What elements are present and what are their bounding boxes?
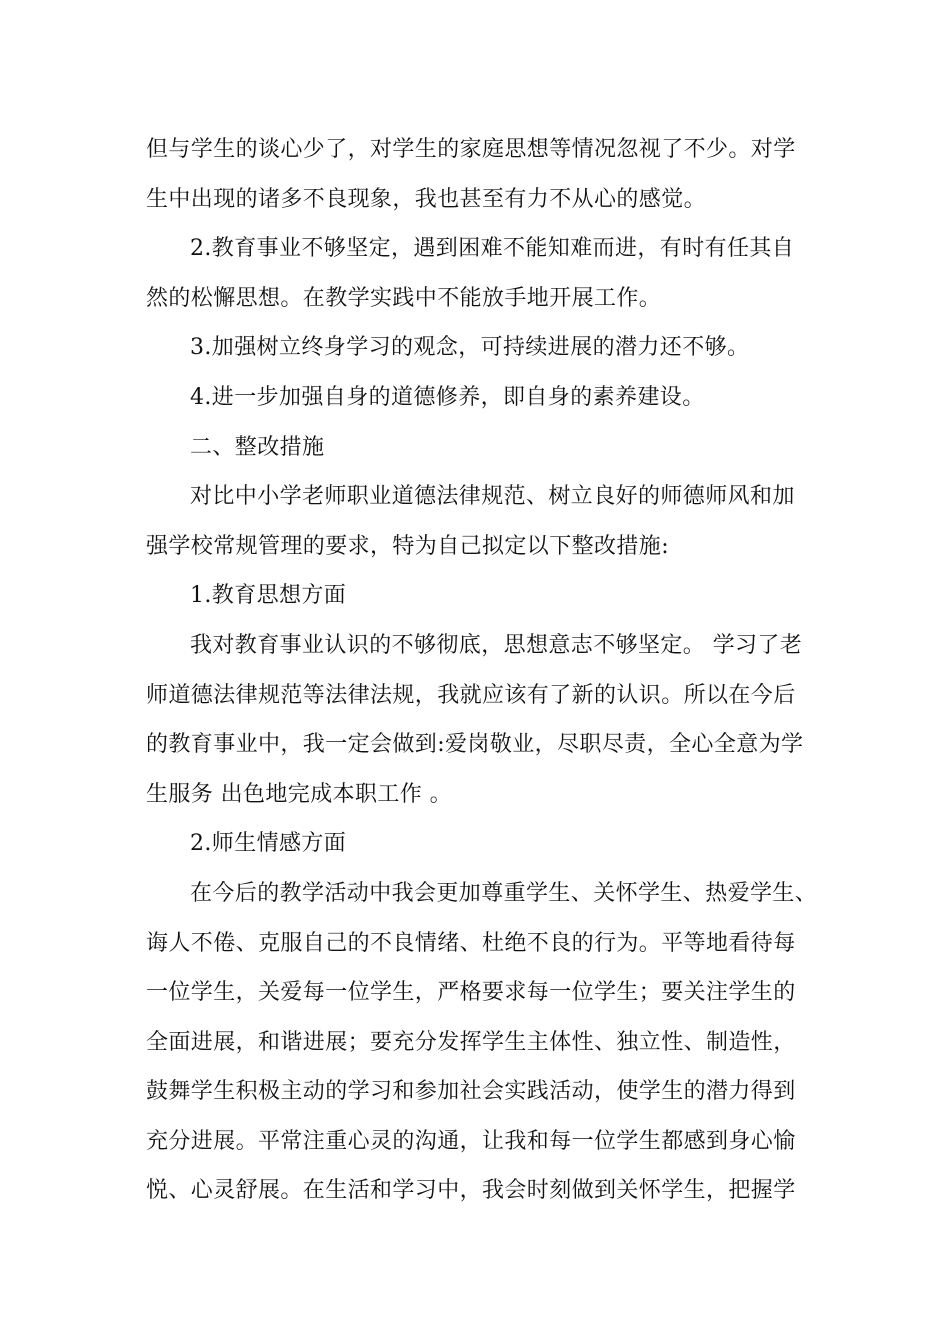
section-heading: 二、整改措施 (190, 434, 325, 460)
text-line-13: 的教育事业中，我一定会做到:爱岗敬业，尽职尽责，全心全意为学 (146, 732, 804, 758)
text-line-21: 充分进展。平常注重心灵的沟通，让我和每一位学生都感到身心愉 (146, 1128, 796, 1154)
text-line-5: 3.加强树立终身学习的观念，可持续进展的潜力还不够。 (190, 335, 750, 361)
text-line-19: 全面进展，和谐进展；要充分发挥学生主体性、独立性、制造性， (146, 1029, 796, 1055)
text-line-2: 生中出现的诸多不良现象，我也甚至有力不从心的感觉。 (146, 186, 707, 212)
text-line-4: 然的松懈思想。在教学实践中不能放手地开展工作。 (146, 285, 662, 311)
text-line-12: 师道德法律规范等法律法规，我就应该有了新的认识。所以在今后 (146, 682, 796, 708)
text-line-9: 强学校常规管理的要求，特为自己拟定以下整改措施: (146, 533, 670, 559)
text-line-1: 但与学生的谈心少了，对学生的家庭思想等情况忽视了不少。对学 (146, 137, 796, 162)
text-line-8: 对比中小学老师职业道德法律规范、树立良好的师德师风和加 (190, 484, 795, 510)
text-line-11: 我对教育事业认识的不够彻底，思想意志不够坚定。 学习了老 (190, 632, 803, 658)
text-line-17: 诲人不倦、克服自己的不良情绪、杜绝不良的行为。平等地看待每 (146, 930, 796, 956)
subheading-1: 1.教育思想方面 (190, 583, 347, 609)
text-line-6: 4.进一步加强自身的道德修养，即自身的素养建设。 (190, 384, 705, 410)
subheading-2: 2.师生情感方面 (190, 831, 347, 857)
text-line-14: 生服务 出色地完成本职工作 。 (146, 781, 452, 807)
text-line-20: 鼓舞学生积极主动的学习和参加社会实践活动，使学生的潜力得到 (146, 1079, 796, 1105)
text-line-3: 2.教育事业不够坚定，遇到困难不能知难而进，有时有任其自 (190, 236, 795, 262)
text-line-22: 悦、心灵舒展。在生活和学习中，我会时刻做到关怀学生，把握学 (146, 1178, 796, 1204)
document-body (146, 125, 826, 1216)
text-line-18: 一位学生，关爱每一位学生，严格要求每一位学生；要关注学生的 (146, 980, 796, 1006)
text-line-16: 在今后的教学活动中我会更加尊重学生、关怀学生、热爱学生、 (190, 880, 818, 906)
